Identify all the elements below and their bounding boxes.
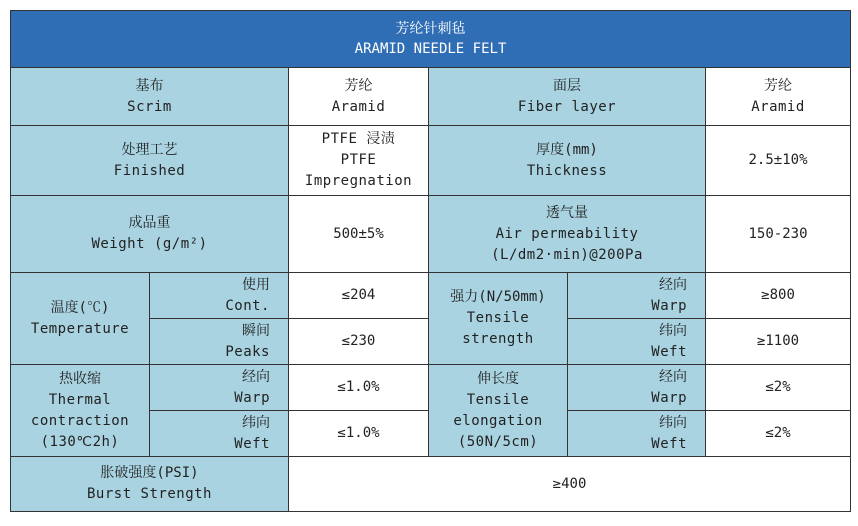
tensile-elongation-label-en3: (50N/5cm)	[457, 433, 539, 450]
tensile-elongation-label-cn: 伸长度	[477, 370, 519, 387]
tensile-warp-en: Warp	[651, 297, 687, 314]
scrim-value-cn: 芳纶	[344, 77, 373, 94]
tensile-strength-label-cn: 强力(N/50mm)	[450, 289, 546, 305]
thermal-warp-cn: 经向	[242, 368, 270, 385]
tensile-warp-value: ≥800	[706, 273, 851, 319]
elongation-warp-cn: 经向	[659, 368, 687, 385]
temperature-peaks-cn: 瞬间	[242, 322, 270, 339]
temperature-peaks-value: ≤230	[289, 319, 429, 365]
burst-strength-label-cn: 胀破强度(PSI)	[100, 465, 199, 481]
weight-label-cn: 成品重	[128, 215, 171, 231]
burst-strength-label-en: Burst Strength	[86, 486, 212, 502]
temperature-label	[11, 273, 150, 365]
weight-label-en: Weight (g/m²)	[91, 236, 208, 252]
temperature-cont-value: ≤204	[289, 273, 429, 319]
scrim-value-en: Aramid	[331, 98, 386, 115]
spec-table	[10, 10, 851, 512]
elongation-weft-label	[568, 411, 706, 457]
thermal-contraction-label	[11, 365, 150, 457]
air-permeability-label-cn: 透气量	[546, 204, 588, 221]
title-cn: 芳纶针刺毡	[395, 21, 466, 37]
weight-value: 500±5%	[289, 196, 429, 273]
elongation-weft-value: ≤2%	[706, 411, 851, 457]
elongation-warp-label	[568, 365, 706, 411]
thermal-warp-value: ≤1.0%	[289, 365, 429, 411]
air-permeability-label-en: Air permeability	[495, 225, 639, 242]
thickness-label-en: Thickness	[526, 162, 608, 179]
spec-sheet	[10, 10, 850, 512]
temperature-label-en: Temperature	[30, 320, 130, 337]
burst-strength-value: ≥400	[289, 457, 851, 512]
fiber-layer-label-cn: 面层	[553, 77, 581, 94]
thickness-label	[429, 126, 706, 196]
fiber-layer-value-cn: 芳纶	[764, 77, 793, 94]
elongation-warp-value: ≤2%	[706, 365, 851, 411]
elongation-weft-cn: 纬向	[659, 414, 687, 431]
finished-label	[11, 126, 289, 196]
tensile-elongation-label-en1: Tensile	[466, 391, 530, 408]
finished-value-line2: PTFE	[340, 152, 377, 168]
thermal-weft-en: Weft	[234, 435, 270, 452]
air-permeability-label-unit: (L/dm2·min)@200Pa	[491, 246, 643, 263]
tensile-weft-cn: 纬向	[659, 322, 687, 339]
thermal-contraction-label-en2: contraction	[30, 412, 130, 429]
thermal-warp-en: Warp	[234, 389, 270, 406]
thermal-warp-label	[150, 365, 289, 411]
temperature-cont-cn: 使用	[242, 276, 270, 293]
fiber-layer-value	[706, 68, 851, 126]
temperature-peaks-label	[150, 319, 289, 365]
finished-value-line3: Impregnation	[304, 173, 413, 189]
fiber-layer-value-en: Aramid	[751, 98, 805, 115]
air-permeability-value: 150-230	[706, 196, 851, 273]
finished-value	[289, 126, 429, 196]
tensile-strength-label-en1: Tensile	[466, 310, 530, 326]
tensile-elongation-label	[429, 365, 568, 457]
tensile-strength-label-en2: strength	[462, 331, 534, 347]
air-permeability-label	[429, 196, 706, 273]
thermal-contraction-label-en3: (130℃2h)	[40, 433, 120, 450]
tensile-weft-en: Weft	[651, 343, 687, 360]
scrim-value	[289, 68, 429, 126]
fiber-layer-label	[429, 68, 706, 126]
thermal-weft-value: ≤1.0%	[289, 411, 429, 457]
thickness-label-cn: 厚度(mm)	[536, 141, 598, 158]
temperature-cont-label	[150, 273, 289, 319]
temperature-label-cn: 温度(℃)	[50, 299, 110, 316]
temperature-cont-en: Cont.	[225, 297, 270, 314]
thermal-weft-label	[150, 411, 289, 457]
burst-strength-label	[11, 457, 289, 512]
table-title	[11, 11, 851, 68]
elongation-warp-en: Warp	[651, 389, 687, 406]
scrim-label	[11, 68, 289, 126]
tensile-weft-label	[568, 319, 706, 365]
tensile-warp-label	[568, 273, 706, 319]
fiber-layer-label-en: Fiber layer	[517, 98, 617, 115]
finished-label-cn: 处理工艺	[121, 141, 178, 158]
tensile-warp-cn: 经向	[659, 276, 687, 293]
title-en: ARAMID NEEDLE FELT	[354, 41, 507, 57]
finished-value-line1: PTFE 浸渍	[321, 131, 396, 147]
thermal-contraction-label-cn: 热收缩	[59, 370, 101, 387]
weight-label	[11, 196, 289, 273]
scrim-label-cn: 基布	[135, 77, 164, 94]
tensile-elongation-label-en2: elongation	[453, 412, 543, 429]
tensile-weft-value: ≥1100	[706, 319, 851, 365]
thermal-contraction-label-en1: Thermal	[48, 391, 112, 408]
finished-label-en: Finished	[113, 162, 186, 179]
tensile-strength-label	[429, 273, 568, 365]
thickness-value: 2.5±10%	[706, 126, 851, 196]
temperature-peaks-en: Peaks	[225, 343, 270, 360]
scrim-label-en: Scrim	[127, 98, 172, 115]
thermal-weft-cn: 纬向	[242, 414, 270, 431]
elongation-weft-en: Weft	[651, 435, 687, 452]
